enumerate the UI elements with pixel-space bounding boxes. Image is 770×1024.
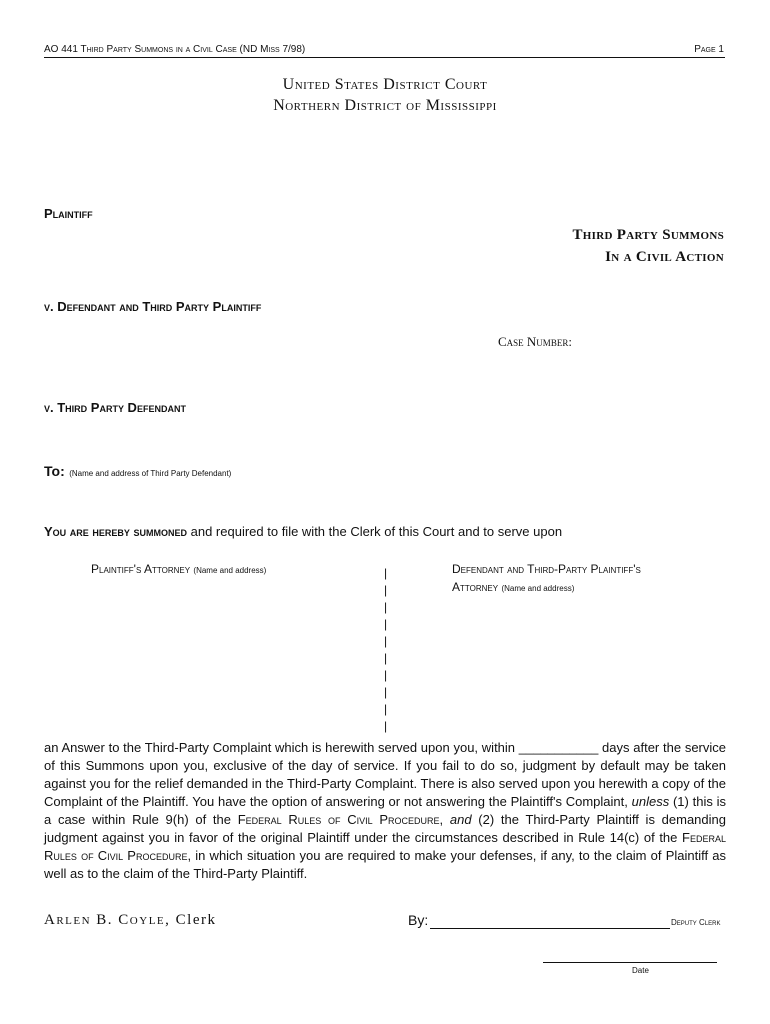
case-number-label: Case Number:	[498, 334, 572, 349]
attorney-divider: |	[384, 685, 388, 699]
date-line[interactable]	[543, 962, 717, 963]
court-name-line1: United States District Court	[282, 76, 488, 93]
court-name-line2: Northern District of Mississippi	[273, 97, 497, 114]
body-text-1: an Answer to the Third-Party Complaint which is herewith served upon you, within ___________ days after the service of this Summons upon you, exclusive of the day of service. If you fail to do so, judgment by default may be taken against you for the relief demanded in the Third-Party Complaint. There is also served upon you herewith a copy of the Complaint of the Plaintiff. You have the option of answering or not answering the Plaintiff's Complaint,	[44, 740, 726, 809]
plaintiff-attorney-hint: (Name and address)	[193, 566, 267, 575]
attorney-divider: |	[384, 719, 388, 733]
plaintiff-attorney-label: Plaintiff's Attorney	[91, 562, 191, 576]
to-hint: (Name and address of Third Party Defendant)	[69, 469, 232, 478]
attorney-divider: |	[384, 651, 388, 665]
body-text-3: ,	[439, 812, 450, 827]
attorney-divider: |	[384, 617, 388, 631]
attorney-divider: |	[384, 702, 388, 716]
document-title-line1: Third Party Summons	[572, 227, 724, 243]
summons-body-paragraph	[44, 739, 726, 883]
plaintiff-attorney-heading	[91, 562, 266, 576]
summoned-lead: You are hereby summoned	[44, 524, 188, 539]
page-number: Page 1	[694, 44, 724, 55]
third-party-defendant-label: v. Third Party Defendant	[44, 400, 186, 415]
attorney-divider: |	[384, 668, 388, 682]
clerk-signature	[44, 912, 216, 929]
form-identifier: AO 441 Third Party Summons in a Civil Case (ND Miss 7/98)	[44, 44, 306, 55]
body-text-and: and	[449, 812, 472, 827]
by-label: By:	[408, 912, 429, 928]
defendant-attorney-heading-line2	[452, 580, 574, 594]
body-text-frcp-1: Federal Rules of Civil Procedure	[237, 812, 440, 827]
attorney-divider: |	[384, 634, 388, 648]
deputy-clerk-label: Deputy Clerk	[671, 918, 721, 927]
body-text-4: (2) the Third-Party Plaintiff is demanding judgment against you in favor of the original Plaintiff under the circumstances described in Rule 14(c) of the	[44, 812, 726, 845]
clerk-title: , Clerk	[165, 912, 217, 928]
clerk-name: Arlen B. Coyle	[44, 912, 166, 928]
to-label: To:	[44, 463, 65, 479]
plaintiff-label: Plaintiff	[44, 206, 93, 221]
body-text-2: (1) this is a case within Rule 9(h) of the	[44, 794, 726, 827]
header-rule	[44, 57, 725, 58]
defendant-attorney-label-line1: Defendant and Third-Party Plaintiff's	[452, 562, 641, 576]
document-title-line2: In a Civil Action	[605, 249, 724, 265]
attorney-divider: |	[384, 600, 388, 614]
defendant-attorney-hint: (Name and address)	[501, 584, 575, 593]
defendant-label: v. Defendant and Third Party Plaintiff	[44, 299, 262, 314]
summoned-line	[44, 524, 562, 539]
deputy-signature-line[interactable]	[430, 928, 670, 929]
attorney-divider: |	[384, 583, 388, 597]
body-text-unless: unless	[631, 794, 670, 809]
body-text-5: , in which situation you are required to make your defenses, if any, to the claim of Plaintiff as well as to the claim of the Third-Party Plaintiff.	[44, 848, 726, 881]
summoned-rest: and required to file with the Clerk of this Court and to serve upon	[187, 524, 563, 539]
body-text-frcp-2: Federal Rules of Civil Procedure	[44, 830, 726, 863]
attorney-divider: |	[384, 566, 388, 580]
defendant-attorney-label-line2: Attorney	[452, 580, 499, 594]
date-label: Date	[632, 966, 649, 975]
to-line	[44, 463, 231, 481]
